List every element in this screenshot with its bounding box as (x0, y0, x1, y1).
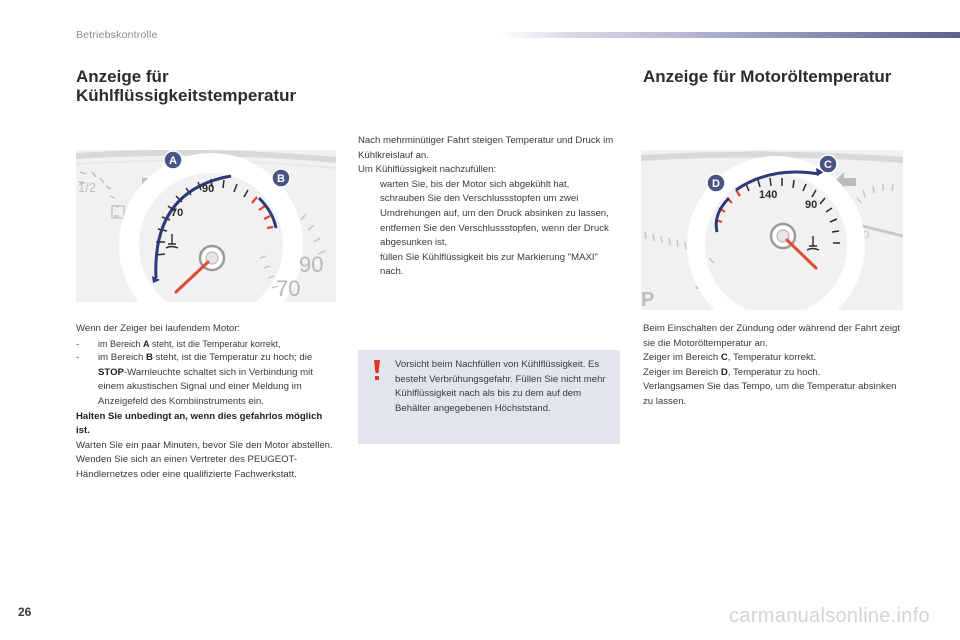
oil-gauge-illustration (641, 150, 903, 310)
intro-text: Nach mehrminütiger Fahrt steigen Temperatur und Druck im Kühlkreislauf an. (358, 135, 614, 161)
list-item: füllen Sie Kühlflüssigkeit bis zur Markierung "MAXI" nach. (380, 251, 598, 278)
oil-zone-d: Zeiger im Bereich D, Temperatur zu hoch. (643, 366, 821, 378)
tick-70: 70 (171, 207, 184, 219)
watermark: carmanualsonline.info (729, 605, 930, 627)
list-item: schrauben Sie den Verschlussstopfen um zwei Umdrehungen auf, um den Druck absinken zu lassen, (380, 193, 609, 219)
list-item: - im Bereich A steht, ist die Temperatur korrekt, (76, 338, 281, 349)
one-mark: 1 (124, 223, 132, 239)
svg-text:B: B (277, 173, 285, 185)
page-number: 26 (18, 605, 32, 619)
refill-heading: Um Kühlflüssigkeit nachzufüllen: (358, 164, 497, 176)
svg-text:D: D (712, 178, 720, 190)
oil-title: Anzeige für Motoröltemperatur (643, 67, 892, 86)
coolant-text (76, 322, 338, 483)
header-gradient-bar (500, 32, 960, 38)
tick-140: 140 (759, 189, 778, 201)
coolant-title: Anzeige für Kühlflüssigkeitstemperatur (76, 67, 297, 105)
oil-gauge-figure (641, 150, 903, 310)
warning-text: Vorsicht beim Nachfüllen von Kühlflüssigkeit. Es besteht Verbrühungsgefahr. Füllen Sie nicht mehr Kühlflüssigkeit nach als bis zu dem auf dem Behälter angegebenen Höchststand. (395, 359, 606, 414)
coolant-gauge-figure (76, 150, 336, 302)
oil-text (643, 322, 905, 410)
oil-advice: Verlangsamen Sie das Tempo, um die Temperatur absinken zu lassen. (643, 381, 897, 407)
oil-zone-c: Zeiger im Bereich C, Temperatur korrekt. (643, 352, 817, 364)
zero-mark: 0 (863, 229, 870, 241)
svg-text:A: A (169, 155, 177, 167)
coolant-gauge-illustration (76, 150, 336, 302)
intro-text: Wenn der Zeiger bei laufendem Motor: (76, 323, 241, 334)
list-item: - im Bereich B steht, ist die Temperatur zu hoch; die STOP-Warnleuchte schaltet sich in Verbindung mit einem akustischen Signal und einer Meldung im Anzeigefeld des Kombiinstruments ein. (76, 352, 313, 407)
tick-90: 90 (805, 199, 818, 211)
dealer-paragraph: Wenden Sie sich an einen Vertreter des PEUGEOT-Händlernetzes oder eine qualifizierte Fachwerkstatt. (76, 454, 298, 480)
big-70: 70 (276, 276, 301, 301)
refill-text (358, 134, 620, 280)
oil-intro: Beim Einschalten der Zündung oder während der Fahrt zeigt sie die Motoröltemperatur an. (643, 323, 901, 349)
num-4: 4 (695, 275, 707, 297)
gear-p: P (641, 289, 655, 310)
list-item: warten Sie, bis der Motor sich abgekühlt hat, (380, 178, 570, 190)
big-90: 90 (299, 252, 324, 277)
section-label: Betriebskontrolle (76, 29, 158, 41)
list-item: entfernen Sie den Verschlussstopfen, wenn der Druck abgesunken ist, (380, 222, 609, 249)
svg-text:C: C (824, 159, 832, 171)
tick-90: 90 (202, 183, 215, 195)
warning-box (358, 350, 620, 444)
half-mark: 1/2 (78, 180, 97, 195)
exclamation-icon (370, 358, 384, 382)
stop-instruction: Halten Sie unbedingt an, wenn dies gefahrlos möglich ist. (76, 410, 323, 437)
wait-paragraph: Warten Sie ein paar Minuten, bevor Sie den Motor abstellen. (76, 439, 333, 451)
